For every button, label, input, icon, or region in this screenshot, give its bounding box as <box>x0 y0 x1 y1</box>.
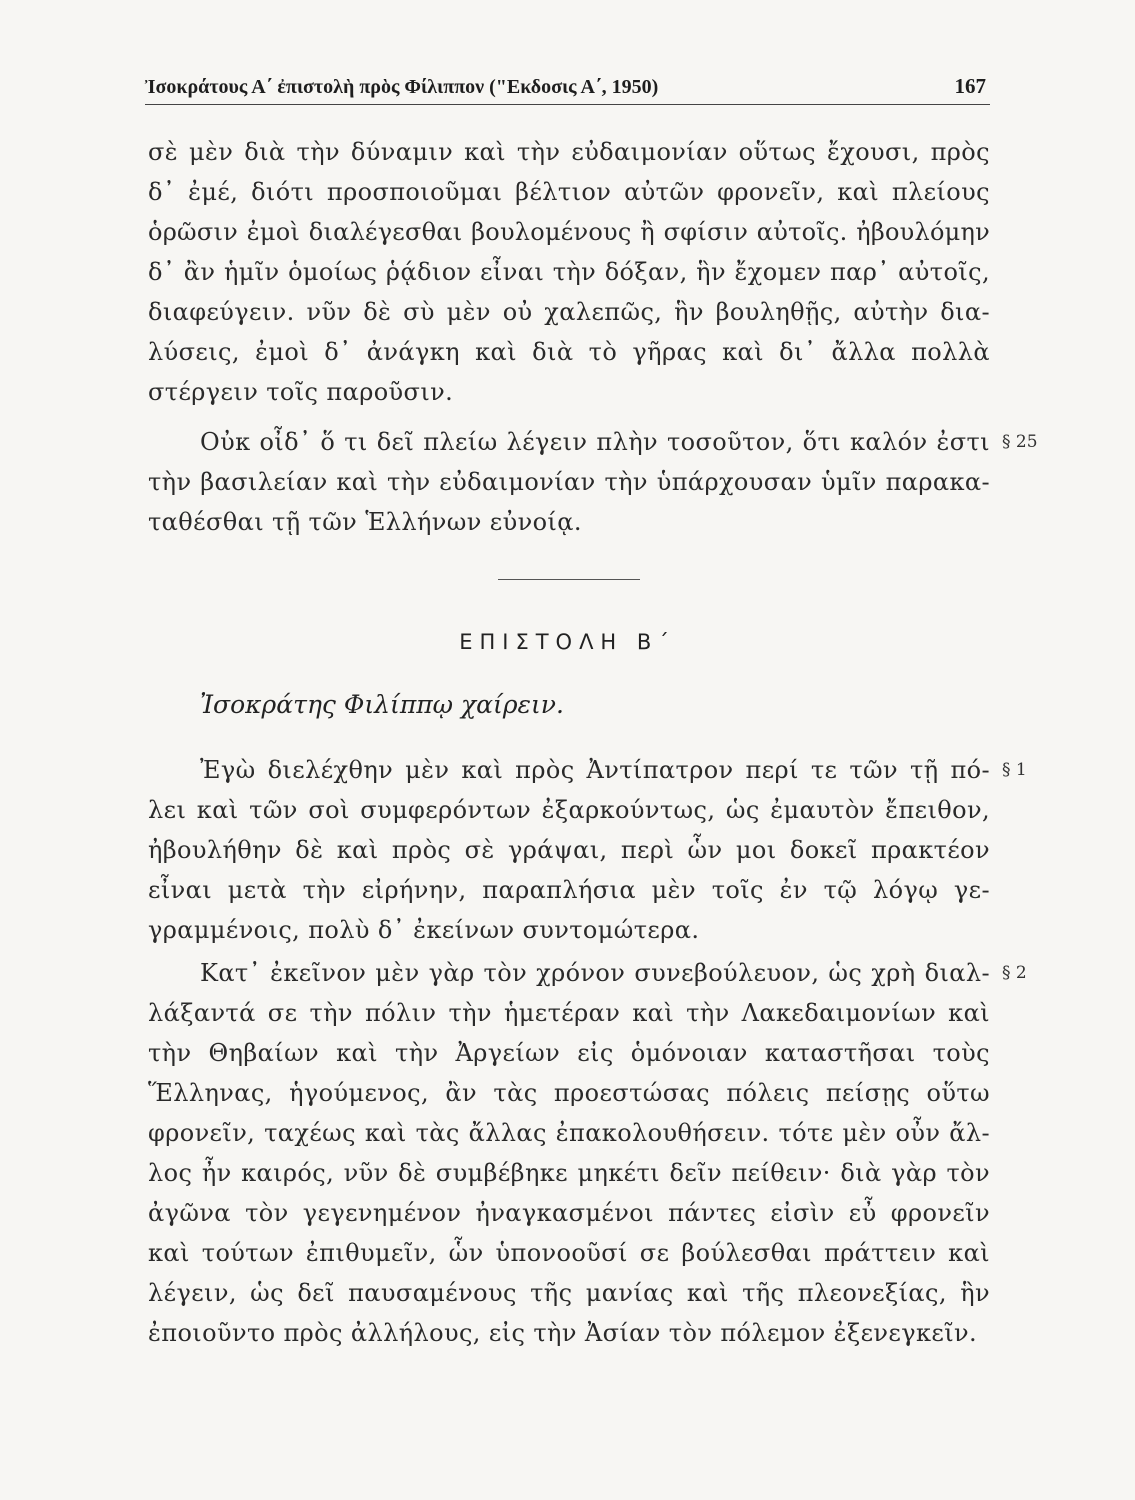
text-line: ἀγῶνα τὸν γεγενημένον ἠναγκασμένοι πάντες εἰσὶν εὖ φρονεῖν <box>148 1199 990 1227</box>
text-line: εἶναι μετὰ τὴν εἰρήνην, παραπλήσια μὲν τοῖς ἐν τῷ λόγῳ γε- <box>148 876 990 904</box>
text-line: σὲ μὲν διὰ τὴν δύναμιν καὶ τὴν εὐδαιμονίαν οὕτως ἔχουσι, πρὸς <box>148 138 990 166</box>
text-line: λει καὶ τῶν σοὶ συμφερόντων ἐξαρκούντως, ὡς ἐμαυτὸν ἔπειθον, <box>148 796 990 824</box>
text-line: Ἕλληνας, ἡγούμενος, ἂν τὰς προεστώσας πόλεις πείσῃς οὕτω <box>148 1079 990 1107</box>
section-divider <box>498 579 640 580</box>
paragraph-continuation <box>148 132 990 412</box>
text-line: τὴν Θηβαίων καὶ τὴν Ἀργείων εἰς ὁμόνοιαν καταστῆσαι τοὺς <box>148 1039 990 1067</box>
running-title: Ἰσοκράτους Α΄ ἐπιστολὴ πρὸς Φίλιππον ("Εκδοσις Α΄, 1950) <box>145 76 659 98</box>
text-line: λέγειν, ὡς δεῖ παυσαμένους τῆς μανίας καὶ τῆς πλεονεξίας, ἣν <box>148 1279 990 1307</box>
text-line: τὴν βασιλείαν καὶ τὴν εὐδαιμονίαν τὴν ὑπάρχουσαν ὑμῖν παρακα- <box>148 468 990 496</box>
text-line: γραμμένοις, πολὺ δ᾽ ἐκείνων συντομώτερα. <box>148 916 700 944</box>
text-line: ἐποιοῦντο πρὸς ἀλλήλους, εἰς τὴν Ἀσίαν τὸν πόλεμον ἐξενεγκεῖν. <box>148 1319 978 1347</box>
text-line: ταθέσθαι τῇ τῶν Ἑλλήνων εὐνοίᾳ. <box>148 508 582 536</box>
text-line: ὁρῶσιν ἐμοὶ διαλέγεσθαι βουλομένους ἢ σφίσιν αὐτοῖς. ἠβουλόμην <box>148 218 990 246</box>
text-line: λύσεις, ἐμοὶ δ᾽ ἀνάγκη καὶ διὰ τὸ γῆρας καὶ δι᾽ ἄλλα πολλὰ <box>148 338 990 366</box>
text-line: καὶ τούτων ἐπιθυμεῖν, ὧν ὑπονοοῦσί σε βούλεσθαι πράττειν καὶ <box>148 1239 990 1267</box>
section-marker: § 25 <box>1002 432 1038 452</box>
text-line: φρονεῖν, ταχέως καὶ τὰς ἄλλας ἐπακολουθήσειν. τότε μὲν οὖν ἄλ- <box>148 1119 990 1147</box>
running-head <box>145 74 990 105</box>
text-line: λος ἦν καιρός, νῦν δὲ συμβέβηκε μηκέτι δεῖν πείθειν· διὰ γὰρ τὸν <box>148 1159 990 1187</box>
paragraph-section-1 <box>148 750 990 950</box>
text-line: Κατ᾽ ἐκεῖνον μὲν γὰρ τὸν χρόνον συνεβούλευον, ὡς χρὴ διαλ- <box>200 959 990 987</box>
text-line: ἠβουλήθην δὲ καὶ πρὸς σὲ γράψαι, περὶ ὧν μοι δοκεῖ πρακτέον <box>148 836 990 864</box>
text-line: λάξαντά σε τὴν πόλιν τὴν ἡμετέραν καὶ τὴν Λακεδαιμονίων καὶ <box>148 999 990 1027</box>
section-marker: § 1 <box>1002 760 1027 780</box>
salutation: Ἰσοκράτης Φιλίππῳ χαίρειν. <box>200 690 564 719</box>
text-line: δ᾽ ἂν ἡμῖν ὁμοίως ῥᾴδιον εἶναι τὴν δόξαν, ἣν ἔχομεν παρ᾽ αὐτοῖς, <box>148 258 990 286</box>
paragraph-section-25 <box>148 422 990 542</box>
letter-heading: ΕΠΙΣΤΟΛΗ Β΄ <box>459 630 676 654</box>
text-line: Ἐγὼ διελέχθην μὲν καὶ πρὸς Ἀντίπατρον περί τε τῶν τῇ πό- <box>200 756 990 784</box>
text-line: διαφεύγειν. νῦν δὲ σὺ μὲν οὐ χαλεπῶς, ἣν βουληθῇς, αὐτὴν δια- <box>148 298 990 326</box>
text-line: στέργειν τοῖς παροῦσιν. <box>148 378 454 406</box>
page-number: 167 <box>954 74 986 98</box>
paragraph-section-2 <box>148 953 990 1353</box>
section-marker: § 2 <box>1002 963 1027 983</box>
text-line: δ᾽ ἐμέ, διότι προσποιοῦμαι βέλτιον αὐτῶν φρονεῖν, καὶ πλείους <box>148 178 990 206</box>
text-line: Οὐκ οἶδ᾽ ὅ τι δεῖ πλείω λέγειν πλὴν τοσοῦτον, ὅτι καλόν ἐστι <box>200 428 990 456</box>
